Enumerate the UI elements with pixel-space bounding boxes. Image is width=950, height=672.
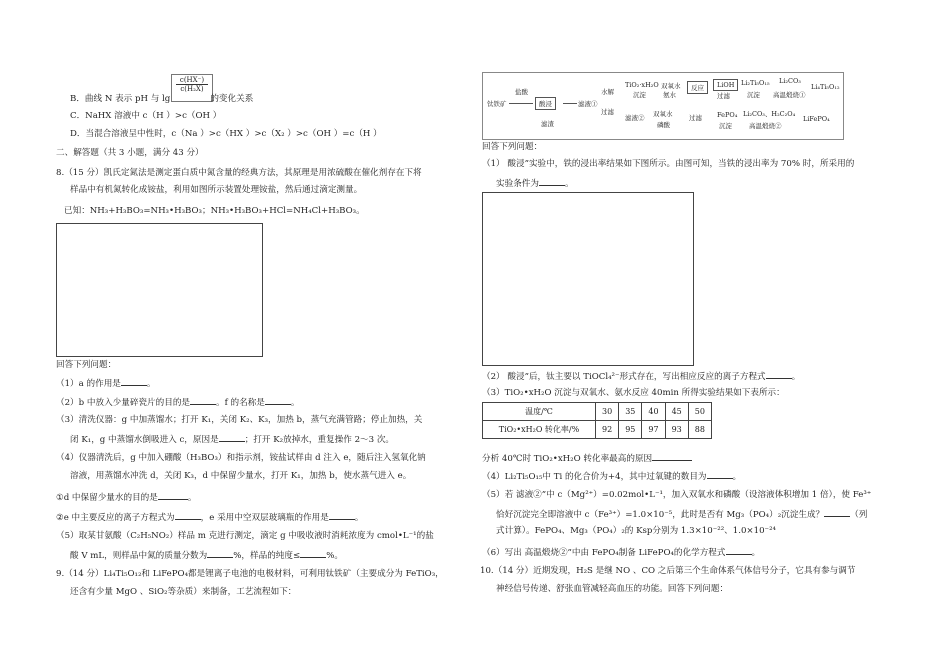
q9-part-5-line1: （5）若 滤液②”中 c（Mg²⁺）=0.02mol•L⁻¹，加入双氧水和磷酸（设溶液体积增加 1 倍），使 Fe³⁺ (482, 490, 872, 500)
q8-part-3-line1: （3）清洗仪器：g 中加蒸馏水；打开 K₁，关闭 K₂、K₃，加热 b，蒸气充满管路；停止加热，关 (56, 415, 423, 425)
answer-prompt-right: 回答下列问题： (482, 142, 543, 152)
table-cell: 92 (596, 421, 619, 439)
apparatus-figure (56, 223, 263, 357)
q8-part-4-item1: ①d 中保留少量水的目的是 。 (56, 493, 197, 503)
flow-calc2: 高温煅烧② (749, 122, 782, 130)
table-cell: 45 (665, 403, 688, 421)
q8-text-2: 样品中有机氮转化成铵盐，利用如图所示装置处理铵盐，然后通过滴定测量。 (70, 185, 363, 195)
option-c: C．NaHX 溶液中 c（H ）>c（OH ） (70, 111, 222, 121)
table-row (483, 421, 712, 439)
table-cell: 88 (688, 421, 711, 439)
flow-phos: 磷酸 (657, 121, 670, 129)
flow-filter2: 过滤 (717, 92, 730, 100)
q8-part-3-line2: 闭 K₁，g 中蒸馏水倒吸进入 c，原因是 ；打开 K₂放掉水，重复操作 2～3 次。 (70, 435, 395, 445)
flow-filter3: 过滤 (689, 114, 702, 122)
q8-part-1: （1）a 的作用是 。 (56, 379, 156, 389)
table-header-label: 温度/℃ (483, 403, 596, 421)
option-b: B．曲线 N 表示 pH 与 lg 的变化关系 (70, 94, 254, 104)
table-cell: 40 (642, 403, 665, 421)
flow-arrow (509, 103, 533, 104)
table-cell: 30 (596, 403, 619, 421)
q9-part-4: （4）Li₂Ti₅O₁₅中 Ti 的化合价为+4，其中过氧键的数目为 。 (482, 472, 742, 482)
flow-raw: 钛铁矿 (487, 100, 507, 108)
flow-h2o2: 双氧水 (661, 82, 681, 90)
conversion-table (482, 402, 712, 439)
q9-part-5-line2: 恰好沉淀完全即溶液中 c（Fe³⁺）=1.0×10⁻⁵，此时是否有 Mg₃（PO₄）₂沉淀生成？ （列 (496, 510, 868, 520)
flow-precip3: 沉淀 (719, 122, 732, 130)
table-row-label: TiO₂•xH₂O 转化率/% (483, 421, 596, 439)
table-cell: 35 (619, 403, 642, 421)
flow-filtrate1: 滤液① (578, 100, 598, 108)
fraction-denominator: c(H₂X) (180, 85, 204, 93)
q9-part-6: （6）写出 高温煅烧②”中由 FePO₄制备 LiFePO₄的化学方程式 。 (482, 548, 761, 558)
flow-h2o2-2: 双氧水 (653, 110, 673, 118)
q8-part-5-line2: 酸 V mL，则样品中氮的质量分数为 %，样品的纯度≤ %。 (70, 551, 343, 561)
answer-prompt: 回答下列问题： (56, 360, 117, 370)
flow-filter: 过滤 (601, 108, 614, 116)
flow-lioh: LiOH (713, 79, 738, 91)
leaching-rate-figure (482, 192, 694, 366)
table-cell: 97 (642, 421, 665, 439)
table-cell: 93 (665, 421, 688, 439)
flow-ammonia: 氨水 (663, 91, 676, 99)
q8-part-4-item2: ②e 中主要反应的离子方程式为 ，e 采用中空双层玻璃瓶的作用是 。 (56, 513, 364, 523)
q8-part-4-line1: （4）仪器清洗后，g 中加入硼酸（H₃BO₃）和指示剂，铵盐试样由 d 注入 e，随后注入氢氧化钠 (56, 453, 426, 463)
flow-precip: 沉淀 (633, 91, 646, 99)
process-flow-diagram (482, 72, 844, 140)
q8-known-equations: 已知：NH₃+H₃BO₃=NH₃•H₃BO₃；NH₃•H₃BO₃+HCl=NH₄Cl+H₃BO₃。 (64, 206, 365, 216)
q8-part-4-line2: 溶液，用蒸馏水冲洗 d，关闭 K₃，d 中保留少量水，打开 K₁，加热 b，使水蒸气进入 e。 (70, 471, 412, 481)
table-cell: 95 (619, 421, 642, 439)
q9-text-2: 还含有少量 MgO 、SiO₂等杂质）来制备，工艺流程如下： (70, 587, 297, 597)
option-d: D．当混合溶液呈中性时，c（Na ）>c（HX ）>c（X₂ ）>c（OH ）=c（H ） (70, 129, 382, 139)
flow-leach: 酸浸 (535, 97, 556, 110)
flow-li2co3: Li₂CO₃ (779, 77, 801, 85)
log-fraction (176, 76, 208, 93)
q10-text-1: 10.（14 分）近期发现，H₂S 是继 NO 、CO 之后第三个生命体系气体信号分子，它具有参与调节 (480, 566, 856, 576)
flow-calc1: 高温煅烧① (773, 91, 806, 99)
flow-reagents2: Li₂CO₃、H₂C₂O₄ (743, 110, 796, 118)
section-heading: 二、解答题（共 3 小题，满分 43 分） (56, 148, 204, 158)
flow-precip2: 沉淀 (747, 91, 760, 99)
q9-part-1-line1: （1） 酸浸”实验中，铁的浸出率结果如下图所示。由图可知，当铁的浸出率为 70% 时，所采用的 (482, 159, 855, 169)
q8-part-5-line1: （5）取某甘氨酸（C₂H₅NO₂）样品 m 克进行测定，滴定 g 中吸收液时消耗浓度为 cmol•L⁻¹的盐 (56, 531, 434, 541)
table-cell: 50 (688, 403, 711, 421)
table-row (483, 403, 712, 421)
flow-acid: 盐酸 (515, 88, 528, 96)
flow-product2: LiFePO₄ (803, 115, 830, 123)
q10-text-2: 神经信号传递、舒张血管减轻高血压的功能。回答下列问题： (496, 584, 729, 594)
flow-residue: 滤渣 (541, 120, 554, 128)
q9-part-2: （2） 酸浸”后，钛主要以 TiOCl₄²⁻形式存在，写出相应反应的离子方程式 。 (482, 372, 801, 382)
q9-part-1-line2: 实验条件为 。 (496, 179, 574, 189)
flow-tio2: TiO₂·xH₂O (625, 81, 659, 89)
flow-fepo4: FePO₄ (717, 111, 738, 119)
fraction-numerator: c(HX⁻) (176, 76, 208, 85)
flow-product1: Li₄Ti₅O₁₂ (811, 83, 840, 91)
q9-part-5-line3: 式计算）。FePO₄、Mg₃（PO₄）₂的 Ksp分别为 1.3×10⁻²²、1.0×10⁻²⁴ (496, 526, 776, 536)
q9-part-3: （3）TiO₂•xH₂O 沉淀与双氧水、氨水反应 40min 所得实验结果如下表所示： (482, 388, 785, 398)
flow-reaction: 反应 (687, 81, 708, 94)
q9-text-1: 9.（14 分）Li₄Ti₅O₁₂和 LiFePO₄都是锂离子电池的电极材料，可利用钛铁矿（主要成分为 FeTiO₃， (56, 569, 444, 579)
q9-analysis: 分析 40℃时 TiO₂•xH₂O 转化率最高的原因 (482, 452, 692, 465)
flow-hydrolysis: 水解 (601, 88, 614, 96)
flow-li2ti5: Li₂Ti₅O₁₅ (741, 79, 770, 87)
flow-filtrate2: 滤液② (625, 114, 645, 122)
q8-text-1: 8.（15 分）凯氏定氮法是测定蛋白质中氮含量的经典方法，其原理是用浓硫酸在催化剂存在下将 (56, 168, 422, 178)
flow-arrow (563, 103, 577, 104)
q8-part-2: （2）b 中放入少量碎瓷片的目的是 。f 的名称是 。 (56, 398, 300, 408)
